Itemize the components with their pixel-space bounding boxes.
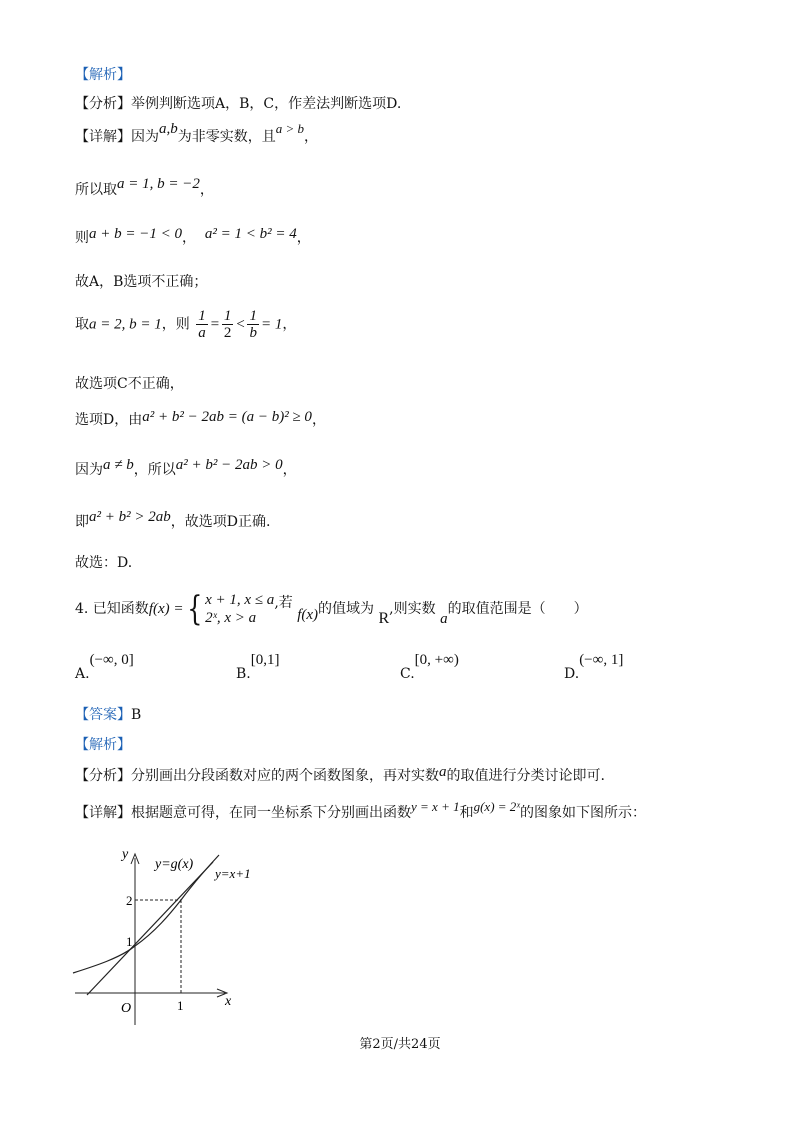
analysis-line-2: 【分析】分别画出分段函数对应的两个函数图象，再对实数a的取值进行分类讨论即可. (75, 764, 605, 784)
tick-y-2: 2 (126, 893, 133, 908)
fraction-1-over-2: $\frac{1}{2}$ (223, 308, 232, 341)
option-a: A.(−∞, 0] (75, 652, 134, 682)
step-line-9: 故选：D. (75, 555, 133, 571)
option-b: B.[0,1] (236, 652, 280, 682)
curve-g-x (73, 855, 219, 973)
step-line-4: 取a = 2, b = 1，则 $\frac{1}{a}$ = $\frac{1}{2}$ < $\frac{1}{b}$ = 1， (75, 308, 297, 341)
jiexi-heading-2: 【解析】 (75, 737, 131, 753)
tick-y-1: 1 (126, 934, 133, 949)
label-origin: O (121, 1001, 132, 1016)
step-line-5: 故选项C不正确， (75, 376, 184, 392)
jiexi-heading-1: 【解析】 (75, 67, 131, 83)
fraction-1-over-b: $\frac{1}{b}$ (249, 308, 257, 341)
tick-x-1: 1 (177, 998, 184, 1013)
piecewise-cases: x + 1, x ≤ a 2ˣ, x > a (205, 592, 275, 626)
page-footer: 第2页/共24页 (359, 1037, 441, 1052)
analysis-line-1: 【分析】举例判断选项A，B，C，作差法判断选项D. (75, 96, 402, 112)
line-y-x-plus-1 (87, 862, 213, 995)
question-4: 4. 已知函数f(x) ={ x + 1, x ≤ a 2ˣ, x > a ,若 f(x)的值域为 R,则实数 a的取值范围是（ ） (75, 589, 588, 629)
label-y: y (122, 847, 129, 862)
detail-line-2: 【详解】根据题意可得，在同一坐标系下分别画出函数y = x + 1和g(x) = 2ˣ的图象如下图所示： (75, 799, 646, 821)
step-line-6: 选项D，由a² + b² − 2ab = (a − b)² ≥ 0， (75, 409, 326, 428)
label-x: x (225, 994, 232, 1009)
step-line-3: 故A，B选项不正确； (75, 274, 208, 290)
function-graph (65, 840, 265, 1030)
left-brace-icon: { (186, 589, 202, 629)
answer-line: 【答案】B (75, 707, 142, 723)
label-line: y=x+1 (215, 866, 251, 881)
fraction-1-over-a: $\frac{1}{a}$ (198, 308, 206, 341)
step-line-8: 即a² + b² > 2ab，故选项D正确. (75, 509, 271, 530)
label-gx: y=g(x) (155, 857, 194, 872)
step-line-1: 所以取a = 1, b = −2， (75, 176, 214, 198)
step-line-7: 因为a ≠ b，所以a² + b² − 2ab > 0， (75, 457, 297, 478)
option-d: D.(−∞, 1] (564, 652, 624, 682)
option-c: C.[0, +∞) (400, 652, 459, 682)
detail-line-1: 【详解】因为a,b为非零实数，且a > b， (75, 121, 319, 145)
step-line-2: 则a + b = −1 < 0， a² = 1 < b² = 4， (75, 226, 311, 246)
